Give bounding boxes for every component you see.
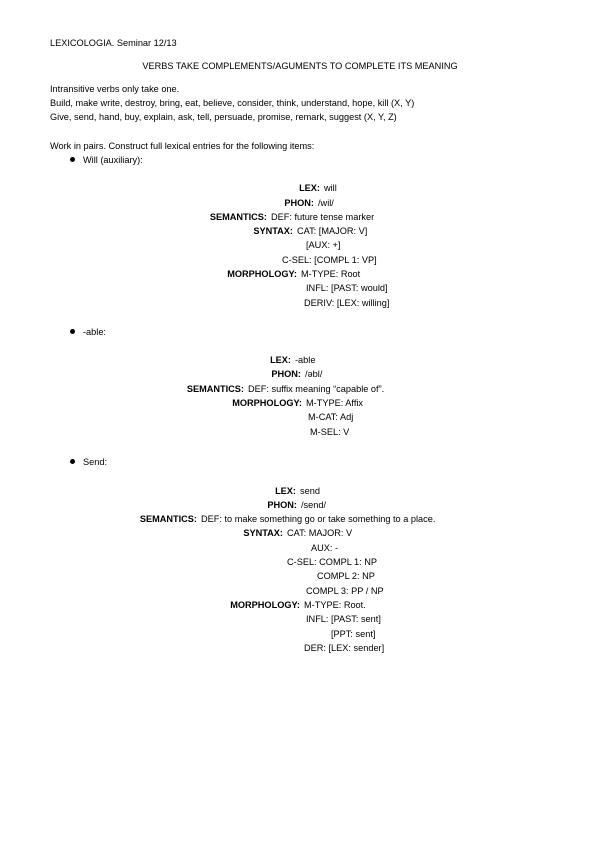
entry-label: SEMANTICS:: [186, 384, 244, 394]
entry-value: M-SEL: V: [310, 427, 350, 437]
entry-value: will: [324, 183, 337, 193]
entry-value: send: [300, 486, 320, 496]
entry-label: SEMANTICS:: [209, 212, 267, 222]
intro-line: Build, make write, destroy, bring, eat, believe, consider, think, understand, hope, kill (X, Y): [50, 98, 415, 108]
entry-label: LEX:: [299, 183, 320, 193]
entry-value: AUX: -: [311, 543, 339, 553]
entry-value: M-TYPE: Root.: [304, 600, 366, 610]
entry-value: [AUX: +]: [306, 240, 341, 250]
entry-label: MORPHOLOGY:: [227, 269, 297, 279]
bullet-icon: [70, 329, 75, 334]
entry-value: DERIV: [LEX: willing]: [304, 298, 390, 308]
entry-value: DEF: suffix meaning “capable of”.: [248, 384, 385, 394]
entry-value: CAT: MAJOR: V: [287, 528, 353, 538]
entry-value: M-TYPE: Affix: [306, 398, 364, 408]
entry-label: SEMANTICS:: [139, 514, 197, 524]
entry-value: DEF: future tense marker: [271, 212, 375, 222]
entry-value: M-TYPE: Root: [301, 269, 361, 279]
entry-label: MORPHOLOGY:: [232, 398, 302, 408]
entry-value: /send/: [301, 500, 327, 510]
intro-line: Give, send, hand, buy, explain, ask, tell, persuade, promise, remark, suggest (X, Y, Z): [50, 112, 397, 122]
entry-label: PHON:: [271, 369, 301, 379]
entry-label: SYNTAX:: [253, 226, 293, 236]
entry-label: LEX:: [270, 355, 291, 365]
entry-value: -able: [295, 355, 316, 365]
entry-label: PHON:: [284, 198, 314, 208]
list-item-label: Send:: [83, 457, 108, 467]
entry-value: DEF: to make something go or take something to a place.: [201, 514, 436, 524]
list-item-send: [70, 457, 107, 468]
bullet-icon: [70, 459, 75, 464]
list-item-will: [70, 155, 143, 166]
entry-value: /əbl/: [305, 369, 323, 379]
bullet-icon: [70, 157, 75, 162]
entry-value: INFL: [PAST: sent]: [306, 614, 381, 624]
entry-value: INFL: [PAST: would]: [306, 283, 388, 293]
entry-label: SYNTAX:: [243, 528, 283, 538]
entry-value: COMPL 2: NP: [317, 571, 375, 581]
entry-value: M-CAT: Adj: [308, 412, 354, 422]
list-item-label: -able:: [83, 327, 106, 337]
list-item-label: Will (auxiliary):: [83, 155, 143, 165]
instruction-text: Work in pairs. Construct full lexical entries for the following items:: [50, 141, 315, 151]
entry-label: LEX:: [275, 486, 296, 496]
list-item-able: [70, 327, 106, 338]
entry-value: C-SEL: COMPL 1: NP: [287, 557, 378, 567]
entry-value: CAT: [MAJOR: V]: [297, 226, 368, 236]
entry-label: PHON:: [267, 500, 297, 510]
document-header: LEXICOLOGIA. Seminar 12/13: [50, 38, 177, 48]
entry-value: DER: [LEX: sender]: [304, 643, 385, 653]
entry-value: COMPL 3: PP / NP: [306, 586, 384, 596]
entry-value: /wil/: [318, 198, 334, 208]
document-title: VERBS TAKE COMPLEMENTS/AGUMENTS TO COMPLETE ITS MEANING: [142, 61, 458, 71]
entry-label: MORPHOLOGY:: [230, 600, 300, 610]
entry-value: [PPT: sent]: [331, 629, 376, 639]
entry-value: C-SEL: [COMPL 1: VP]: [282, 255, 377, 265]
intro-line: Intransitive verbs only take one.: [50, 84, 180, 94]
